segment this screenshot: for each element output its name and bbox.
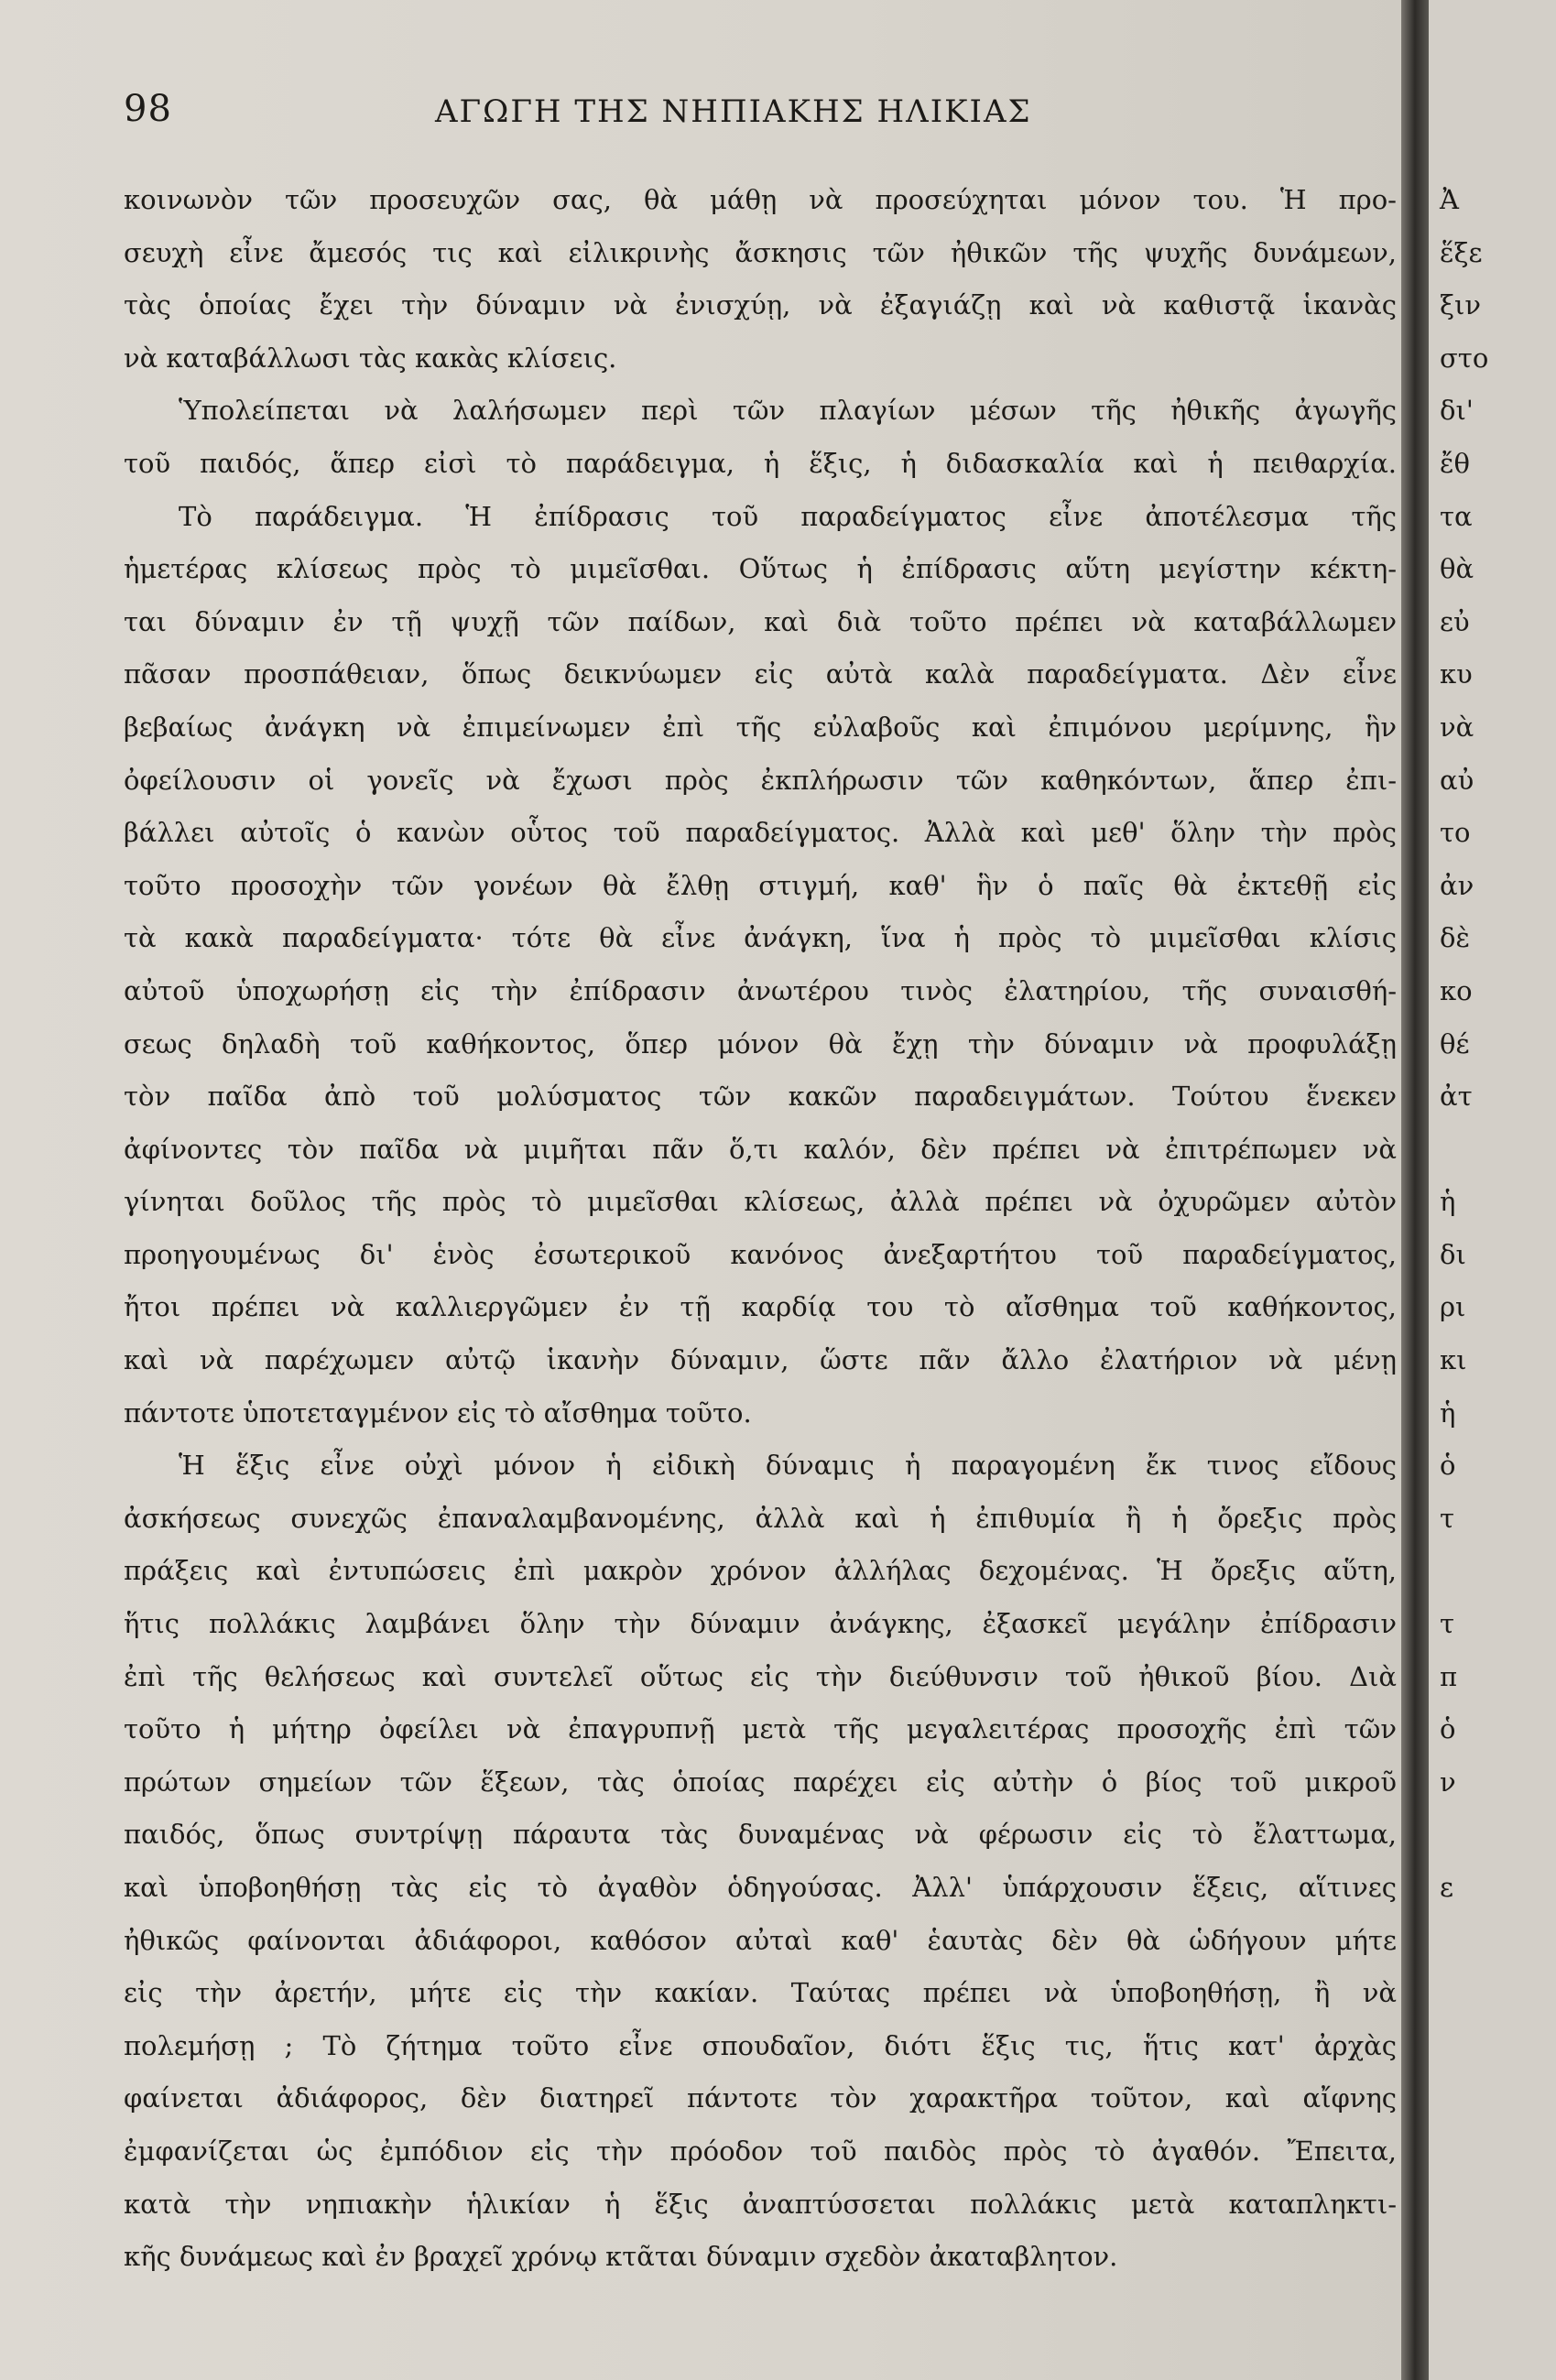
text-line: ἤτοι πρέπει νὰ καλλιεργῶμεν ἐν τῇ καρδίᾳ του τὸ αἴσθημα τοῦ καθήκοντος, <box>124 1291 1397 1323</box>
facing-page-fragment <box>1429 2125 1556 2179</box>
text-line: ται δύναμιν ἐν τῇ ψυχῇ τῶν παίδων, καὶ διὰ τοῦτο πρέπει νὰ καταβάλλωμεν <box>124 605 1397 637</box>
text-line: προηγουμένως δι' ἑνὸς ἐσωτερικοῦ κανόνος ἀνεξαρτήτου τοῦ παραδείγματος, <box>124 1238 1397 1270</box>
facing-page-fragment: δι' <box>1440 395 1474 427</box>
facing-page-fragment <box>1429 1809 1556 1862</box>
facing-page-fragments <box>1429 174 1556 2284</box>
facing-page-fragment: τα <box>1440 500 1473 532</box>
body-text <box>124 174 1397 2284</box>
facing-page-fragment <box>1429 1545 1556 1598</box>
facing-page-edge <box>1429 0 1556 2380</box>
text-line: παιδός, ὅπως συντρίψῃ πάραυτα τὰς δυναμένας νὰ φέρωσιν εἰς τὸ ἔλαττωμα, <box>124 1819 1397 1851</box>
text-line: πρώτων σημείων τῶν ἕξεων, τὰς ὁποίας παρέχει εἰς αὐτὴν ὁ βίος τοῦ μικροῦ <box>124 1766 1397 1798</box>
facing-page-fragment: δι <box>1440 1238 1466 1270</box>
facing-page-fragment: π <box>1440 1660 1458 1692</box>
text-line: ἡμετέρας κλίσεως πρὸς τὸ μιμεῖσθαι. Οὕτως ἡ ἐπίδρασις αὕτη μεγίστην κέκτη- <box>124 553 1397 585</box>
facing-page-fragment <box>1429 2020 1556 2073</box>
text-line: βάλλει αὐτοῖς ὁ κανὼν οὗτος τοῦ παραδείγματος. Ἀλλὰ καὶ μεθ' ὅλην τὴν πρὸς <box>124 817 1397 849</box>
facing-page-fragment <box>1429 1915 1556 1968</box>
text-line: ἀφίνοντες τὸν παῖδα νὰ μιμῆται πᾶν ὅ,τι καλόν, δὲν πρέπει νὰ ἐπιτρέπωμεν νὰ <box>124 1133 1397 1165</box>
facing-page-fragment: κο <box>1440 974 1473 1006</box>
text-line: γίνηται δοῦλος τῆς πρὸς τὸ μιμεῖσθαι κλίσεως, ἀλλὰ πρέπει νὰ ὀχυρῶμεν αὐτὸν <box>124 1186 1397 1218</box>
text-line: πάντοτε ὑποτεταγμένον εἰς τὸ αἴσθημα τοῦτο. <box>124 1396 752 1429</box>
text-line: σεως δηλαδὴ τοῦ καθήκοντος, ὅπερ μόνον θὰ ἔχῃ τὴν δύναμιν νὰ προφυλάξῃ <box>124 1027 1397 1060</box>
text-line: φαίνεται ἀδιάφορος, δὲν διατηρεῖ πάντοτε τὸν χαρακτῆρα τοῦτον, καὶ αἴφνης <box>124 2082 1397 2114</box>
facing-page-fragment: το <box>1440 817 1471 849</box>
facing-page-fragment: ἕξε <box>1440 236 1483 268</box>
page-number: 98 <box>124 88 172 130</box>
facing-page-fragment <box>1429 1124 1556 1177</box>
text-line: καὶ νὰ παρέχωμεν αὐτῷ ἱκανὴν δύναμιν, ὥστε πᾶν ἄλλο ἐλατήριον νὰ μένῃ <box>124 1344 1397 1376</box>
book-gutter <box>1401 0 1429 2380</box>
text-line: τὸν παῖδα ἀπὸ τοῦ μολύσματος τῶν κακῶν παραδειγμάτων. Τούτου ἕνεκεν <box>124 1081 1397 1113</box>
facing-page-fragment: ρι <box>1440 1291 1466 1323</box>
text-line: Ὑπολείπεται νὰ λαλήσωμεν περὶ τῶν πλαγίων μέσων τῆς ἠθικῆς ἀγωγῆς <box>179 395 1397 427</box>
facing-page-fragment: ἀν <box>1440 869 1474 901</box>
text-line: Ἡ ἕξις εἶνε οὐχὶ μόνον ἡ εἰδικὴ δύναμις ἡ παραγομένη ἔκ τινος εἴδους <box>179 1450 1397 1482</box>
text-line: Τὸ παράδειγμα. Ἡ ἐπίδρασις τοῦ παραδείγματος εἶνε ἀποτέλεσμα τῆς <box>179 500 1397 532</box>
facing-page-fragment: ἡ <box>1440 1186 1456 1218</box>
facing-page-fragment: νὰ <box>1440 711 1474 743</box>
facing-page-fragment: κυ <box>1440 658 1473 690</box>
facing-page-fragment: θέ <box>1440 1027 1470 1060</box>
text-line: ὀφείλουσιν οἱ γονεῖς νὰ ἔχωσι πρὸς ἐκπλήρωσιν τῶν καθηκόντων, ἅπερ ἐπι- <box>124 764 1397 796</box>
facing-page-fragment: τ <box>1440 1502 1455 1534</box>
text-line: κατὰ τὴν νηπιακὴν ἡλικίαν ἡ ἕξις ἀναπτύσσεται πολλάκις μετὰ καταπληκτι- <box>124 2188 1397 2220</box>
facing-page-fragment: ε <box>1440 1872 1454 1903</box>
text-line: βεβαίως ἀνάγκη νὰ ἐπιμείνωμεν ἐπὶ τῆς εὐλαβοῦς καὶ ἐπιμόνου μερίμνης, ἣν <box>124 711 1397 743</box>
facing-page-fragment: ν <box>1440 1766 1456 1798</box>
facing-page-fragment: Ἀ <box>1440 184 1459 215</box>
facing-page-fragment: τ <box>1440 1608 1455 1640</box>
facing-page-fragment: αὐ <box>1440 764 1474 796</box>
facing-page-fragment: ἀτ <box>1440 1081 1473 1113</box>
facing-page-fragment: ξιν <box>1440 289 1481 321</box>
text-line: ἥτις πολλάκις λαμβάνει ὅλην τὴν δύναμιν ἀνάγκης, ἐξασκεῖ μεγάλην ἐπίδρασιν <box>124 1608 1397 1640</box>
text-line: τοῦτο ἡ μήτηρ ὀφείλει νὰ ἐπαγρυπνῇ μετὰ τῆς μεγαλειτέρας προσοχῆς ἐπὶ τῶν <box>124 1713 1397 1745</box>
facing-page-fragment: στο <box>1440 342 1489 374</box>
text-line: τὰ κακὰ παραδείγματα· τότε θὰ εἶνε ἀνάγκη, ἵνα ἡ πρὸς τὸ μιμεῖσθαι κλίσις <box>124 922 1397 954</box>
facing-page-fragment: ἡ <box>1440 1396 1456 1429</box>
facing-page-fragment: εὐ <box>1440 605 1470 637</box>
facing-page-fragment: ὁ <box>1440 1713 1456 1745</box>
text-line: ἀσκήσεως συνεχῶς ἐπαναλαμβανομένης, ἀλλὰ καὶ ἡ ἐπιθυμία ἢ ἡ ὄρεξις πρὸς <box>124 1502 1397 1534</box>
text-line: πράξεις καὶ ἐντυπώσεις ἐπὶ μακρὸν χρόνον ἀλλήλας δεχομένας. Ἡ ὄρεξις αὕτη, <box>124 1555 1397 1587</box>
facing-page-fragment: ἔθ <box>1440 447 1471 479</box>
text-line: ἐμφανίζεται ὡς ἐμπόδιον εἰς τὴν πρόοδον τοῦ παιδὸς πρὸς τὸ ἀγαθόν. Ἔπειτα, <box>124 2135 1397 2167</box>
text-line: τὰς ὁποίας ἔχει τὴν δύναμιν νὰ ἐνισχύῃ, νὰ ἐξαγιάζῃ καὶ νὰ καθιστᾷ ἱκανὰς <box>124 289 1397 321</box>
text-line: κοινωνὸν τῶν προσευχῶν σας, θὰ μάθῃ νὰ προσεύχηται μόνον του. Ἡ προ- <box>124 184 1397 215</box>
facing-page-fragment: δὲ <box>1440 922 1471 954</box>
text-line: καὶ ὑποβοηθήσῃ τὰς εἰς τὸ ἀγαθὸν ὁδηγούσας. Ἀλλ' ὑπάρχουσιν ἕξεις, αἵτινες <box>124 1872 1397 1903</box>
facing-page-fragment: θὰ <box>1440 553 1474 585</box>
facing-page-fragment <box>1429 2231 1556 2284</box>
facing-page-fragment: κι <box>1440 1344 1467 1376</box>
text-line: τοῦτο προσοχὴν τῶν γονέων θὰ ἔλθῃ στιγμή, καθ' ἣν ὁ παῖς θὰ ἐκτεθῇ εἰς <box>124 869 1397 901</box>
facing-page-fragment: ὁ <box>1440 1450 1456 1482</box>
text-line: κῆς δυνάμεως καὶ ἐν βραχεῖ χρόνῳ κτᾶται δύναμιν σχεδὸν ἀκαταβλητον. <box>124 2241 1118 2273</box>
running-head: ΑΓΩΓΗ ΤΗΣ ΝΗΠΙΑΚΗΣ ΗΛΙΚΙΑΣ <box>435 93 1032 130</box>
facing-page-fragment <box>1429 2179 1556 2232</box>
text-line: τοῦ παιδός, ἅπερ εἰσὶ τὸ παράδειγμα, ἡ ἕξις, ἡ διδασκαλία καὶ ἡ πειθαρχία. <box>124 447 1397 479</box>
text-line: νὰ καταβάλλωσι τὰς κακὰς κλίσεις. <box>124 342 617 374</box>
facing-page-fragment <box>1429 2072 1556 2125</box>
facing-page-fragment <box>1429 1967 1556 2020</box>
text-line: πολεμήσῃ ; Τὸ ζήτημα τοῦτο εἶνε σπουδαῖον, διότι ἕξις τις, ἥτις κατ' ἀρχὰς <box>124 2029 1397 2061</box>
text-line: εἰς τὴν ἀρετήν, μήτε εἰς τὴν κακίαν. Ταύτας πρέπει νὰ ὑποβοηθήσῃ, ἢ νὰ <box>124 1977 1397 2009</box>
text-line: ἐπὶ τῆς θελήσεως καὶ συντελεῖ οὕτως εἰς τὴν διεύθυνσιν τοῦ ἠθικοῦ βίου. Διὰ <box>124 1660 1397 1692</box>
page-header <box>124 88 1397 143</box>
text-line: σευχὴ εἶνε ἄμεσός τις καὶ εἰλικρινὴς ἄσκησις τῶν ἠθικῶν τῆς ψυχῆς δυνάμεων, <box>124 236 1397 268</box>
text-line: ἠθικῶς φαίνονται ἀδιάφοροι, καθόσον αὐταὶ καθ' ἑαυτὰς δὲν θὰ ὡδήγουν μήτε <box>124 1924 1397 1956</box>
text-line: αὐτοῦ ὑποχωρήσῃ εἰς τὴν ἐπίδρασιν ἀνωτέρου τινὸς ἐλατηρίου, τῆς συναισθή- <box>124 974 1397 1006</box>
text-line: πᾶσαν προσπάθειαν, ὅπως δεικνύωμεν εἰς αὐτὰ καλὰ παραδείγματα. Δὲν εἶνε <box>124 658 1397 690</box>
